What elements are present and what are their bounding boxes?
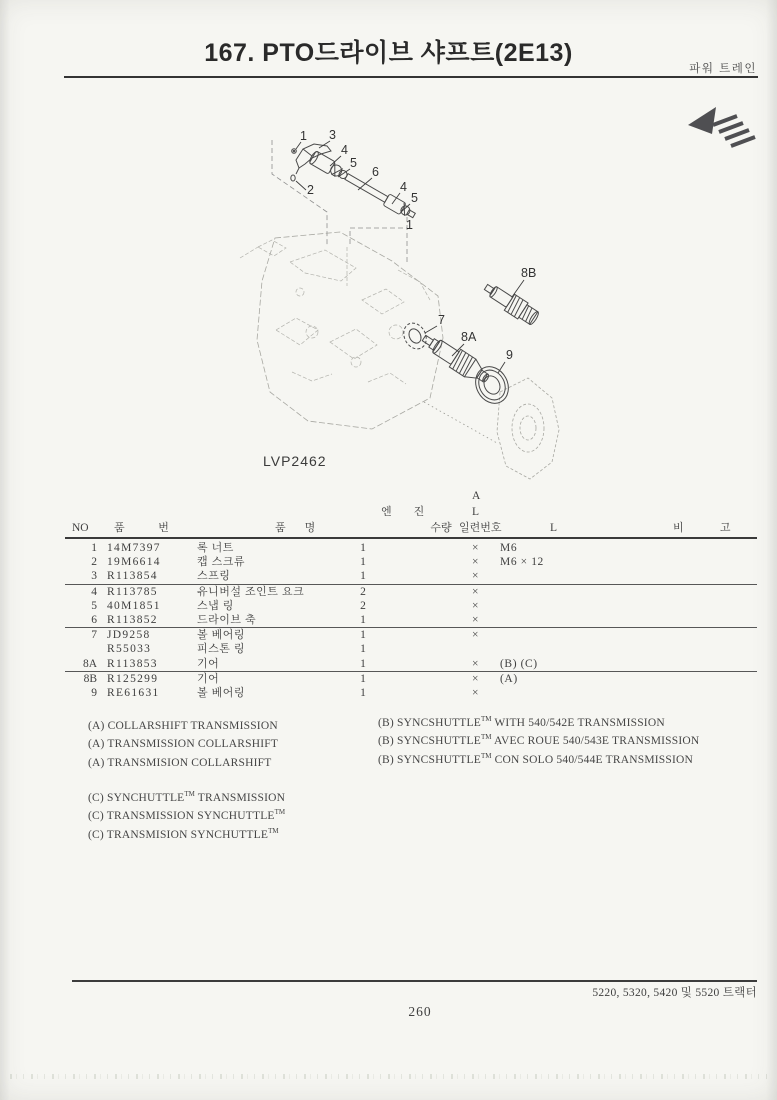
footnote-line: (C) SYNCHUTTLE™ TRANSMISSION [88, 790, 286, 804]
callout-5a: 5 [350, 156, 357, 170]
footnote-line: (B) SYNCSHUTTLE™ CON SOLO 540/544E TRANSMISSION [378, 751, 694, 766]
cell-part-no: R113852 [107, 613, 158, 626]
gear-shaft-8b [481, 279, 541, 327]
cell-remark: M6 [500, 542, 518, 554]
callout-6: 6 [372, 165, 379, 179]
callout-4b: 4 [400, 180, 407, 194]
footnote-column-a [88, 713, 278, 768]
table-row [65, 585, 757, 599]
cell-all: × [472, 542, 479, 554]
cell-remark: (A) [500, 672, 518, 685]
cell-part-name: 스프링 [197, 570, 231, 583]
header-all-l2: L [550, 522, 558, 534]
page-title: 167. PTO드라이브 샤프트(2E13) [204, 39, 573, 67]
callout-4a: 4 [341, 143, 348, 157]
cell-part-name: 기어 [197, 657, 220, 670]
footnote-line: (A) TRANSMISION COLLARSHIFT [88, 756, 272, 769]
footnote-line: (C) TRANSMISSION SYNCHUTTLE™ [88, 808, 286, 823]
footnote-line: (C) TRANSMISION SYNCHUTTLE™ [88, 826, 279, 841]
header-serial: 일련번호 [459, 522, 502, 534]
cell-all: × [472, 629, 479, 642]
cell-all: × [472, 585, 479, 598]
cell-no: 4 [91, 585, 97, 598]
footnote-line: (B) SYNCSHUTTLE™ AVEC ROUE 540/543E TRANSMISSION [378, 733, 700, 748]
speed-arrow-icon [683, 101, 765, 149]
header-part-name: 품 명 [275, 522, 316, 534]
cell-qty: 2 [360, 585, 366, 598]
cell-all: × [472, 613, 479, 626]
callout-8a: 8A [461, 330, 477, 344]
header-engine: 엔 진 [381, 506, 425, 518]
cell-remark: M6 × 12 [500, 556, 544, 569]
cell-part-name: 볼 베어링 [197, 686, 246, 699]
footnote-column-b [378, 710, 699, 765]
callout-1a: 1 [300, 129, 307, 143]
cell-part-name: 드라이브 축 [197, 613, 257, 626]
cell-qty: 2 [360, 599, 366, 612]
table-row [65, 613, 757, 628]
cell-all: × [472, 672, 479, 685]
header-qty: 수량 [430, 522, 452, 534]
header-all-l1: L [472, 506, 480, 518]
table-row [65, 541, 757, 555]
cell-qty: 1 [360, 629, 366, 642]
cell-no: 5 [91, 599, 97, 612]
cell-all: × [472, 570, 479, 583]
table-row [65, 642, 757, 656]
callout-2: 2 [307, 183, 314, 197]
cell-no: 8A [82, 657, 97, 670]
callout-3: 3 [329, 128, 336, 142]
table-header [65, 488, 757, 539]
table-row [65, 569, 757, 584]
cell-all: × [472, 686, 479, 699]
cell-remark: (B) (C) [500, 657, 538, 670]
cell-part-name: 스냅 링 [197, 599, 234, 612]
section-label: 파워 트레인 [689, 63, 757, 75]
housing-sketch [240, 232, 443, 429]
callout-8b: 8B [521, 266, 537, 280]
cell-all: × [472, 556, 479, 569]
cell-no: 2 [91, 556, 97, 569]
footnote-line: (A) COLLARSHIFT TRANSMISSION [88, 719, 278, 732]
cell-part-name: 기어 [197, 672, 220, 685]
cell-qty: 1 [360, 643, 366, 656]
callout-1b: 1 [406, 218, 413, 232]
cell-part-no: R113785 [107, 585, 158, 598]
cell-part-no: R113853 [107, 657, 158, 670]
callout-5b: 5 [411, 191, 418, 205]
figure-code: LVP2462 [263, 453, 327, 469]
cell-part-no: 40M1851 [107, 599, 161, 612]
cell-qty: 1 [360, 613, 366, 626]
cell-no: 8B [83, 672, 97, 685]
cell-qty: 1 [360, 556, 366, 569]
header-no: NO [72, 522, 89, 534]
header-rule [64, 76, 758, 78]
callout-7: 7 [438, 313, 445, 327]
parts-diagram [230, 95, 600, 485]
scan-artifact-strip [10, 1074, 767, 1079]
cell-no: 1 [91, 542, 97, 554]
header-remark: 비 고 [673, 522, 732, 534]
cell-qty: 1 [360, 672, 366, 685]
footnote-column-c [88, 785, 285, 840]
ball-bearing-9 [469, 361, 514, 409]
cell-part-name: 캡 스크류 [197, 556, 246, 569]
callout-labels [300, 128, 536, 362]
cell-part-no: RE61631 [107, 686, 160, 699]
page-number: 260 [408, 1004, 432, 1019]
table-row [65, 686, 757, 700]
cell-no: 7 [91, 629, 97, 642]
rear-housing-sketch [497, 378, 559, 479]
table-row [65, 657, 757, 672]
cell-part-name: 피스톤 링 [197, 643, 246, 656]
cell-qty: 1 [360, 542, 366, 554]
cell-part-no: 19M6614 [107, 556, 161, 569]
footer-rule [72, 980, 757, 982]
table-row [65, 628, 757, 642]
header-part-no: 품 번 [114, 522, 171, 534]
header-all-a: A [472, 490, 481, 502]
tractor-models: 5220, 5320, 5420 및 5520 트랙터 [592, 987, 757, 999]
cell-qty: 1 [360, 686, 366, 699]
cell-no: 3 [91, 570, 97, 583]
callout-9: 9 [506, 348, 513, 362]
footnote-line: (B) SYNCSHUTTLE™ WITH 540/542E TRANSMISSION [378, 715, 665, 729]
cell-part-name: 볼 베어링 [197, 629, 246, 642]
table-row [65, 599, 757, 613]
gear-shaft-8a [418, 329, 493, 388]
cell-part-no: R125299 [107, 672, 159, 685]
cell-no: 9 [91, 686, 97, 699]
cell-all: × [472, 599, 479, 612]
cell-qty: 1 [360, 657, 366, 670]
cell-part-name: 록 너트 [197, 542, 234, 554]
footnote-line: (A) TRANSMISSION COLLARSHIFT [88, 738, 279, 751]
table-body [65, 541, 757, 700]
table-row [65, 672, 757, 686]
cell-part-no: R55033 [107, 643, 152, 656]
cell-all: × [472, 657, 479, 670]
table-row [65, 555, 757, 569]
cell-no: 6 [91, 613, 97, 626]
cell-part-name: 유니버설 조인트 요크 [197, 585, 305, 598]
parts-table [65, 488, 757, 700]
cell-part-no: 14M7397 [107, 542, 161, 554]
cell-qty: 1 [360, 570, 366, 583]
cell-part-no: R113854 [107, 570, 158, 583]
cell-part-no: JD9258 [107, 629, 151, 642]
construction-lines [272, 140, 407, 262]
